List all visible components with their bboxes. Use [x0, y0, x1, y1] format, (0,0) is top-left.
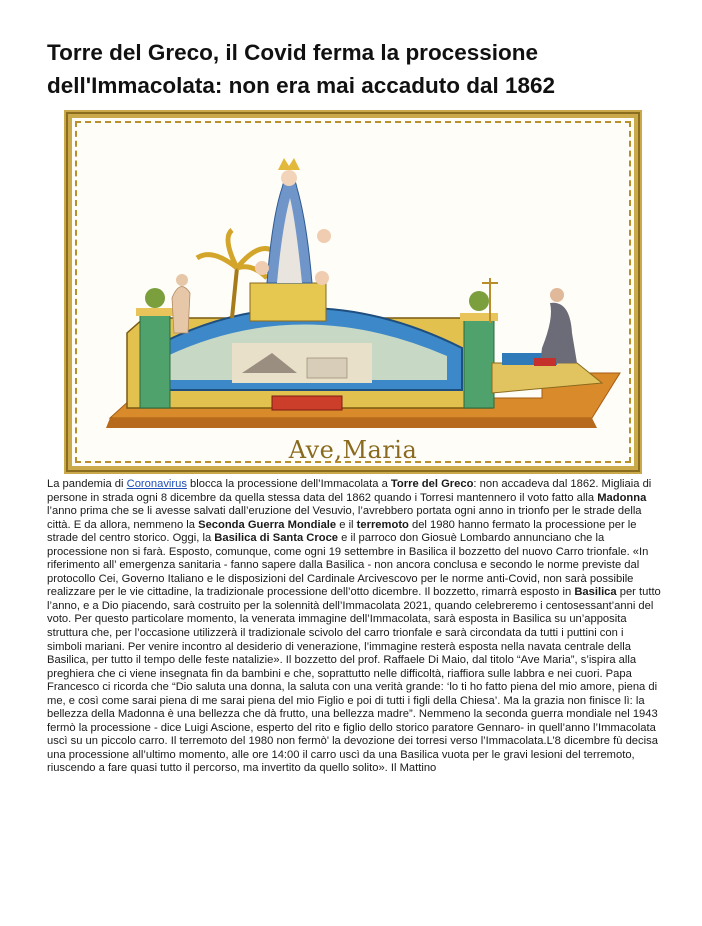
bold-term: terremoto: [356, 518, 409, 531]
bold-term: Torre del Greco: [390, 478, 474, 490]
body-text-run: e il parroco don Giosuè Lombardo annunciano che la processione non si farà. Esposto, comunque, come ogni 19 settembre in Basilica il bozzetto del nuovo Carro trionfale. «In riferimento all’ emergenza sanitaria - fanno sapere dalla Basilica - non ancora conclusa e secondo le norme previste dal protocollo Cei, Governo Italiano e le disposizioni del Cardinale Arcivescovo per le norme anti-Covid, non sarà possibile realizzare per le vie cittadine, la tradizionale processione dell’otto dicembre. Il bozzetto, rimarrà esposto in: [47, 532, 649, 599]
bold-term: Madonna: [597, 491, 647, 504]
bold-term: Basilica: [574, 586, 617, 599]
body-text-run: del 1980 hanno fermato la processione per le strade del centro storico. Oggi, la: [47, 518, 637, 545]
article-body: [47, 478, 661, 776]
triumphal-cart-illustration: [72, 118, 634, 466]
body-text-run: l’anno prima che se li avesse salvati dall’eruzione del Vesuvio, l’avrebbero portata ogni anno in trionfo per le strade della città. E da allora, nemmeno la: [47, 505, 642, 531]
bold-term: Basilica di Santa Croce: [214, 532, 339, 545]
body-text-run: : non accadeva dal 1862. Migliaia di persone in strada ogni 8 dicembre da quella stessa data del 1862 quando i Torresi mantennero il voto fatto alla: [47, 478, 652, 504]
article-title: Torre del Greco, il Covid ferma la processione dell'Immacolata: non era mai accaduto dal 1862: [47, 40, 556, 98]
body-text-run: La pandemia di: [47, 478, 127, 490]
artwork-caption: Ave,Maria: [288, 436, 418, 464]
body-text-run: per tutto l’anno, e a Dio piacendo, sarà costruito per la solennità dell’Immacolata 2021, quando celebreremo i centosessant’anni del voto. Per questo particolare momento, la venerata immagine dell’Immacolata, sarà esposta in Basilica su un’apposita struttura che, per l’occasione utilizzerà il tradizionale scivolo del carro trionfale e sarà circondata da tutti i puttini con i simboli mariani. Per venire incontro al desiderio di venerazione, l’immagine resterà esposta nella navata centrale della Basilica, per tutto il tempo delle feste natalizie». Il bozzetto del prof. Raffaele Di Maio, dal titolo “Ave Maria”, s’ispira alla preghiera che ci viene insegnata fin da bambini e che, soprattutto nelle difficoltà, riaffiora sulle labbra e nei cuori. Papa Francesco ci ricorda che “Dio saluta una donna, la saluta con una verità grande: ‘lo ti ho fatto piena del mio amore, piena di me, e così come sarai piena di me sarai piena del mio Figlio e poi di tutti i figli della Chiesa’. Ma la grazia non finisce lì: la bellezza della Madonna è una bellezza che dà frutto, una bellezza madre”. Nemmeno la seconda guerra mondiale nel 1943 fermò la processione - dice Luigi Ascione, esperto del rito e figlio dello storico paratore Gennaro- in quell’anno l’Immacolata uscì su un piccolo carro. Il terremoto del 1980 non fermò' la devozione dei torresi verso l’Immacolata.L’8 dicembre fù decisa una processione all’ultimo momento, alle ore 14:00 il carro uscì da una Basilica vuota per le gravi lesioni del terremoto, riuscendo a fare quasi tutto il percorso, ma invertito da quello solito». Il Mattino: [47, 586, 661, 775]
article-link[interactable]: Coronavirus: [126, 478, 187, 490]
body-text-run: blocca la processione dell’Immacolata a: [186, 478, 391, 490]
body-text-run: e il: [336, 518, 357, 531]
bold-term: Seconda Guerra Mondiale: [198, 518, 337, 531]
artwork-frame: [64, 110, 642, 474]
